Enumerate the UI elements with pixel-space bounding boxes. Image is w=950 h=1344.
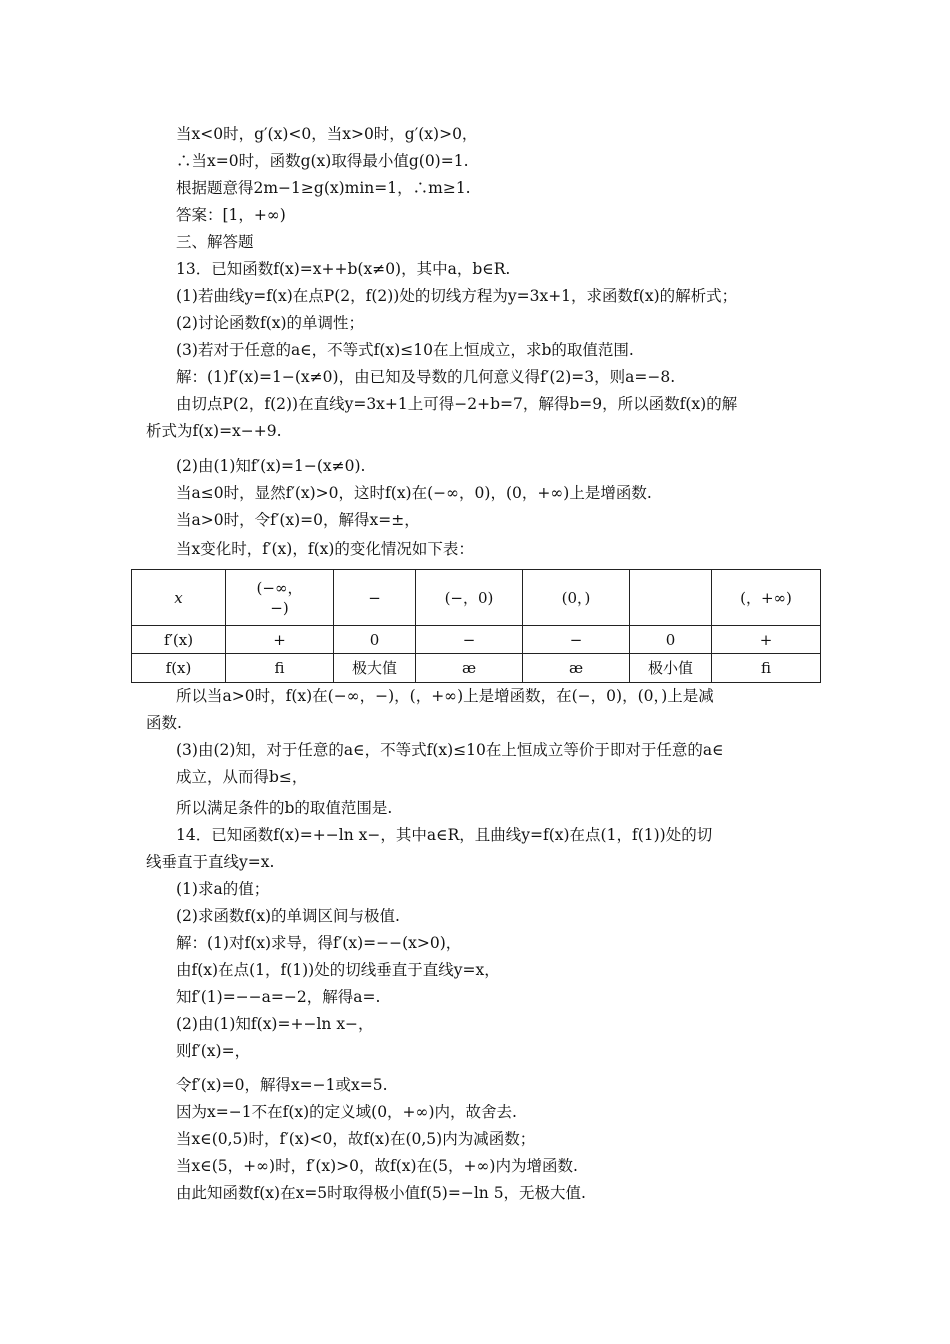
problem-13-part-2: (2)讨论函数f(x)的单调性；: [176, 314, 365, 332]
table-cell: ﬁ: [712, 654, 821, 683]
table-cell: 极大值: [334, 654, 416, 683]
solution-line: 所以当a>0时，f(x)在(−∞，−)，(，+∞)上是增函数，在(−，0)，(0，)上是减: [176, 687, 714, 705]
table-cell: æ: [523, 654, 630, 683]
table-cell: [630, 570, 712, 626]
table-cell: (0，): [523, 570, 630, 626]
solution-line: 因为x=−1不在f(x)的定义域(0，+∞)内，故舍去.: [176, 1103, 517, 1121]
conclusion-line: 由此知函数f(x)在x=5时取得极小值f(5)=−ln 5，无极大值.: [176, 1184, 586, 1202]
solution-line: 析式为f(x)=x−+9.: [146, 422, 282, 440]
solution-line: 当x∈(0,5)时，f′(x)<0，故f(x)在(0,5)内为减函数；: [176, 1130, 536, 1148]
table-cell: (−，0): [416, 570, 523, 626]
table-row-x: [132, 570, 821, 626]
solution-line: 由切点P(2，f(2))在直线y=3x+1上可得−2+b=7，解得b=9，所以函数f(x)的解: [176, 395, 738, 413]
solution-line: 令f′(x)=0，解得x=−1或x=5.: [176, 1076, 388, 1094]
solution-line: (2)由(1)知f(x)=+−ln x−，: [176, 1015, 374, 1033]
text-line: 根据题意得2m−1≥g(x)min=1，∴m≥1.: [176, 179, 471, 197]
problem-13-part-1: (1)若曲线y=f(x)在点P(2，f(2))处的切线方程为y=3x+1，求函数f(x)的解析式；: [176, 287, 738, 305]
solution-line: 当a>0时，令f′(x)=0，解得x=±，: [176, 511, 420, 529]
table-cell: ﬁ: [226, 654, 334, 683]
text-line: 当x<0时，g′(x)<0，当x>0时，g′(x)>0，: [176, 125, 478, 143]
table-cell: +: [226, 626, 334, 654]
solution-line: 由f(x)在点(1，f(1))处的切线垂直于直线y=x，: [176, 961, 500, 979]
table-cell: −: [523, 626, 630, 654]
table-row-fprime: [132, 626, 821, 654]
table-cell: æ: [416, 654, 523, 683]
solution-line: 所以满足条件的b的取值范围是.: [176, 799, 393, 817]
table-cell: (−∞， −): [226, 570, 334, 626]
problem-14-part-1: (1)求a的值；: [176, 880, 270, 898]
table-row-f: [132, 654, 821, 683]
table-cell: x: [132, 570, 226, 626]
table-cell: −: [416, 626, 523, 654]
solution-line: 当x变化时，f′(x)，f(x)的变化情况如下表：: [176, 540, 474, 558]
table-cell: 极小值: [630, 654, 712, 683]
table-cell: −: [334, 570, 416, 626]
solution-line: 成立，从而得b≤，: [176, 768, 308, 786]
section-heading: 三、解答题: [176, 233, 254, 251]
solution-line: 则f′(x)=，: [176, 1042, 251, 1060]
solution-line: 解：(1)f′(x)=1−(x≠0)，由已知及导数的几何意义得f′(2)=3，则a=−8.: [176, 368, 676, 386]
text-line: ∴当x=0时，函数g(x)取得最小值g(0)=1.: [176, 152, 469, 170]
problem-14-statement: 14．已知函数f(x)=+−ln x−，其中a∈R，且曲线y=f(x)在点(1，f(1))处的切: [176, 826, 713, 844]
solution-line: 函数.: [146, 714, 182, 732]
table-cell: +: [712, 626, 821, 654]
table-cell: f(x): [132, 654, 226, 683]
variation-table: [131, 569, 821, 683]
table-cell: f′(x): [132, 626, 226, 654]
problem-14-statement: 线垂直于直线y=x.: [146, 853, 275, 871]
table-cell: 0: [334, 626, 416, 654]
solution-line: (3)由(2)知，对于任意的a∈，不等式f(x)≤10在上恒成立等价于即对于任意的a∈: [176, 741, 724, 759]
problem-14-part-2: (2)求函数f(x)的单调区间与极值.: [176, 907, 400, 925]
table-cell: 0: [630, 626, 712, 654]
solution-line: 当a≤0时，显然f′(x)>0，这时f(x)在(−∞，0)，(0，+∞)上是增函数.: [176, 484, 652, 502]
table-cell: (，+∞): [712, 570, 821, 626]
solution-line: (2)由(1)知f′(x)=1−(x≠0).: [176, 457, 366, 475]
solution-line: 当x∈(5，+∞)时，f′(x)>0，故f(x)在(5，+∞)内为增函数.: [176, 1157, 578, 1175]
solution-line: 解：(1)对f(x)求导，得f′(x)=−−(x>0)，: [176, 934, 462, 952]
answer-line: 答案：[1，+∞): [176, 206, 286, 224]
solution-line: 知f′(1)=−−a=−2，解得a=.: [176, 988, 381, 1006]
problem-13-statement: 13．已知函数f(x)=x++b(x≠0)，其中a，b∈R.: [176, 260, 511, 278]
problem-13-part-3: (3)若对于任意的a∈，不等式f(x)≤10在上恒成立，求b的取值范围.: [176, 341, 634, 359]
